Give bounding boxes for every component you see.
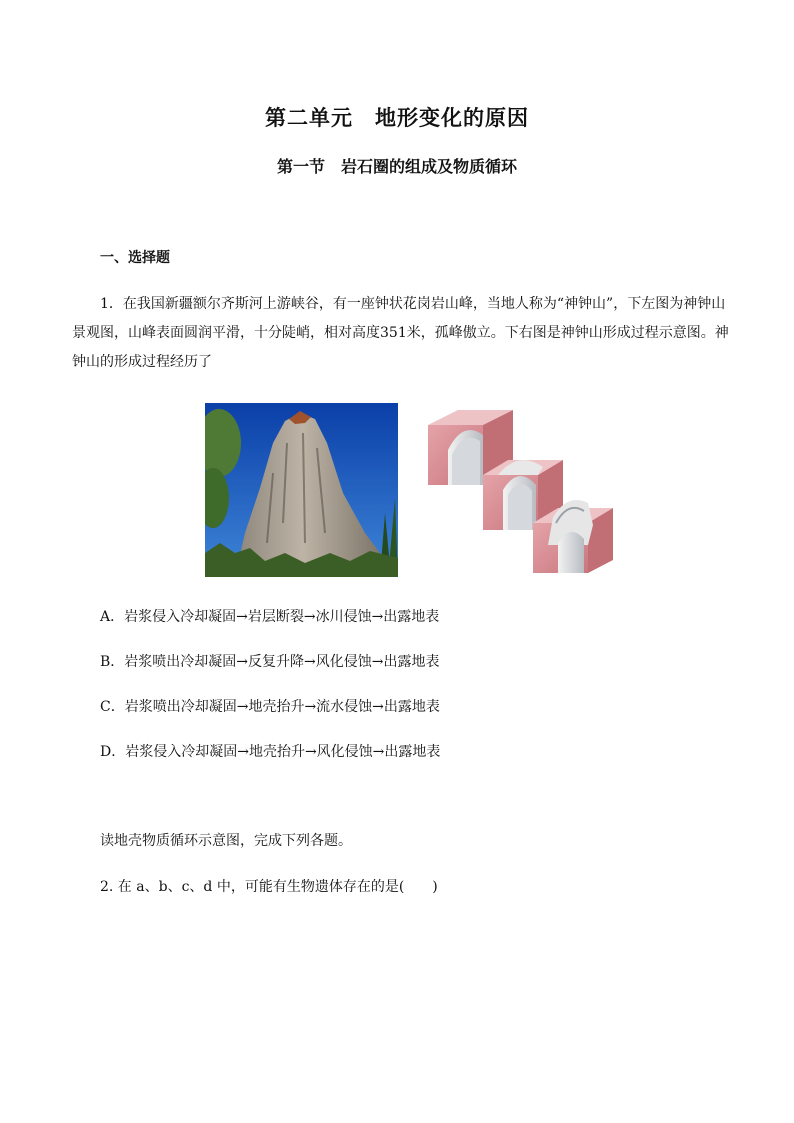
question-group-intro: 读地壳物质循环示意图，完成下列各题。 bbox=[100, 833, 352, 849]
option-b: B．岩浆喷出冷却凝固→反复升降→风化侵蚀→出露地表 bbox=[100, 654, 440, 670]
option-c: C．岩浆喷出冷却凝固→地壳抬升→流水侵蚀→出露地表 bbox=[100, 699, 440, 715]
bell-mountain-photo bbox=[205, 403, 398, 577]
question-2-text: 2. 在 a、b、c、d 中，可能有生物遗体存在的是( ) bbox=[100, 879, 438, 895]
option-d: D．岩浆侵入冷却凝固→地壳抬升→风化侵蚀→出露地表 bbox=[100, 744, 441, 760]
section-subtitle: 第一节 岩石圈的组成及物质循环 bbox=[276, 157, 517, 176]
question-1-text: 1．在我国新疆额尔齐斯河上游峡谷，有一座钟状花岗岩山峰，当地人称为“神钟山”，下左图为神钟山景观图，山峰表面圆润平滑，十分陡峭，相对高度351米，孤峰傲立。下右图是神钟山形成过程示意图。神钟山的形成过程经历了 bbox=[72, 296, 729, 370]
section-heading: 一、选择题 bbox=[100, 250, 170, 266]
document-title: 第二单元 地形变化的原因 bbox=[265, 105, 529, 130]
formation-process-diagram bbox=[408, 405, 620, 575]
option-a: A．岩浆侵入冷却凝固→岩层断裂→冰川侵蚀→出露地表 bbox=[100, 609, 440, 625]
